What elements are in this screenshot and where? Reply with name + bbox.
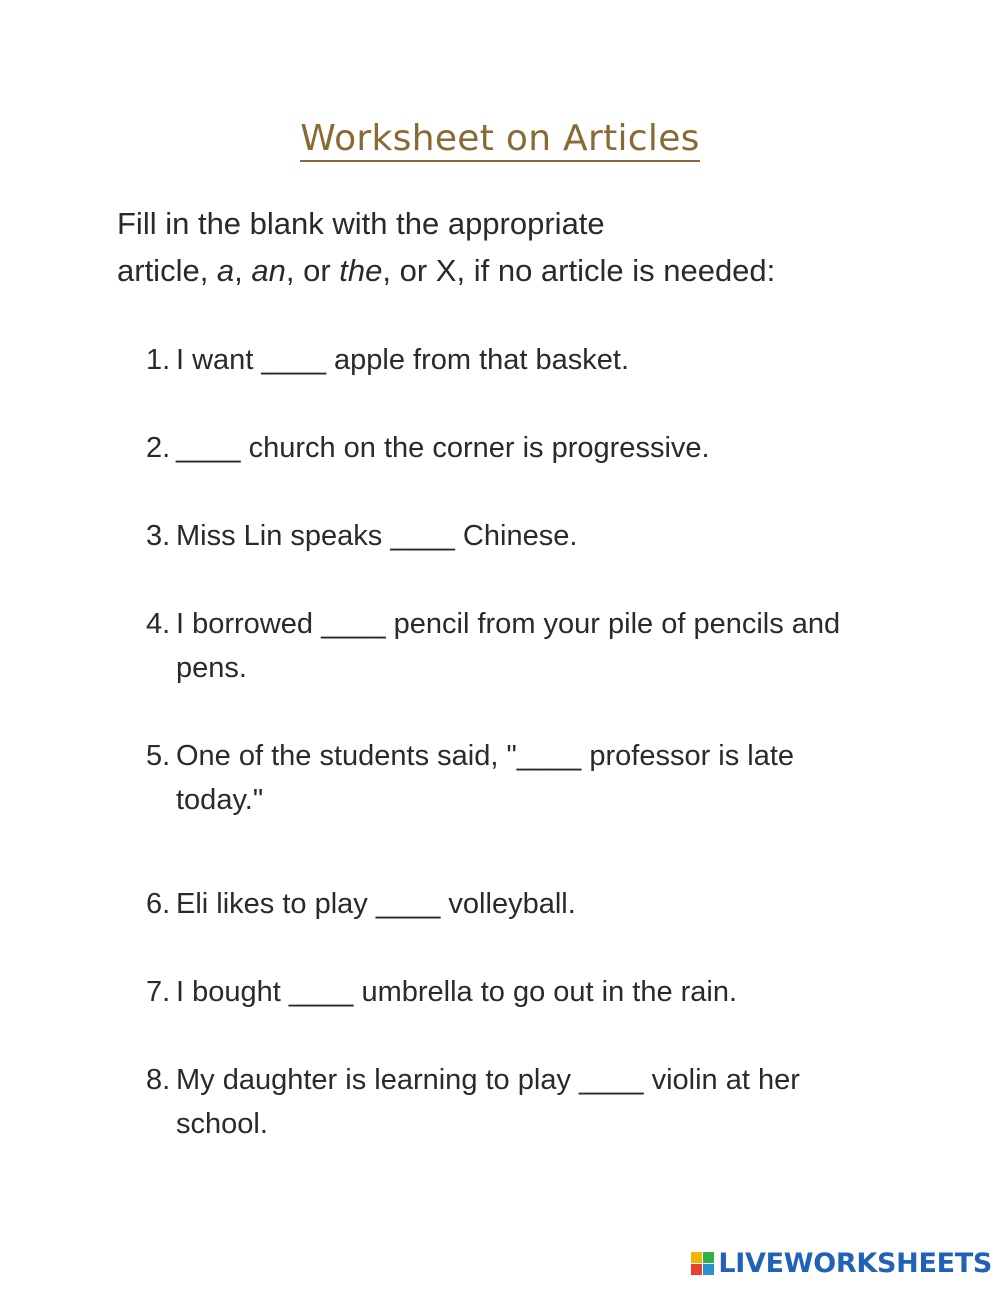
liveworksheets-wordmark: LIVEWORKSHEETS xyxy=(718,1248,992,1279)
liveworksheets-logo-icon xyxy=(691,1252,714,1275)
logo-square-red xyxy=(691,1264,702,1275)
question-text: I borrowed ____ pencil from your pile of pencils and pens. xyxy=(176,608,841,684)
question-text: Miss Lin speaks ____ Chinese. xyxy=(176,520,578,552)
question-text: I bought ____ umbrella to go out in the rain. xyxy=(176,976,738,1008)
question-number: 7. xyxy=(146,976,171,1008)
liveworksheets-brand[interactable] xyxy=(691,1248,992,1279)
question-5[interactable] xyxy=(146,734,886,822)
instructions-sep-1: , xyxy=(234,253,252,288)
question-7[interactable] xyxy=(146,970,886,1014)
question-number: 2. xyxy=(146,432,171,464)
question-number: 4. xyxy=(146,608,171,640)
question-number: 5. xyxy=(146,740,171,772)
question-2[interactable] xyxy=(146,426,886,470)
instructions-prefix: article, xyxy=(117,253,217,288)
question-3[interactable] xyxy=(146,514,886,558)
question-text: Eli likes to play ____ volleyball. xyxy=(176,888,576,920)
worksheet-title-text: Worksheet on Articles xyxy=(300,118,699,162)
instructions-sep-2: , or xyxy=(285,253,340,288)
logo-square-yellow xyxy=(691,1252,702,1263)
logo-square-green xyxy=(703,1252,714,1263)
option-an: an xyxy=(251,253,286,288)
question-4[interactable] xyxy=(146,602,886,690)
logo-square-blue xyxy=(703,1264,714,1275)
question-text: ____ church on the corner is progressive. xyxy=(176,432,710,464)
question-number: 3. xyxy=(146,520,171,552)
option-a: a xyxy=(216,253,235,288)
question-text: My daughter is learning to play ____ violin at her school. xyxy=(176,1064,800,1140)
instructions-line-1: Fill in the blank with the appropriate xyxy=(117,206,605,241)
instructions-suffix: , or X, if no article is needed: xyxy=(382,253,776,288)
question-text: I want ____ apple from that basket. xyxy=(176,344,629,376)
question-number: 6. xyxy=(146,888,171,920)
question-1[interactable] xyxy=(146,338,886,382)
question-number: 8. xyxy=(146,1064,171,1096)
instructions xyxy=(117,200,917,294)
question-number: 1. xyxy=(146,344,171,376)
question-8[interactable] xyxy=(146,1058,886,1146)
question-text: One of the students said, "____ professor is late today." xyxy=(176,740,795,816)
option-the: the xyxy=(339,253,383,288)
worksheet-title xyxy=(0,118,1000,159)
question-6[interactable] xyxy=(146,882,886,926)
instructions-line-2 xyxy=(117,247,917,294)
